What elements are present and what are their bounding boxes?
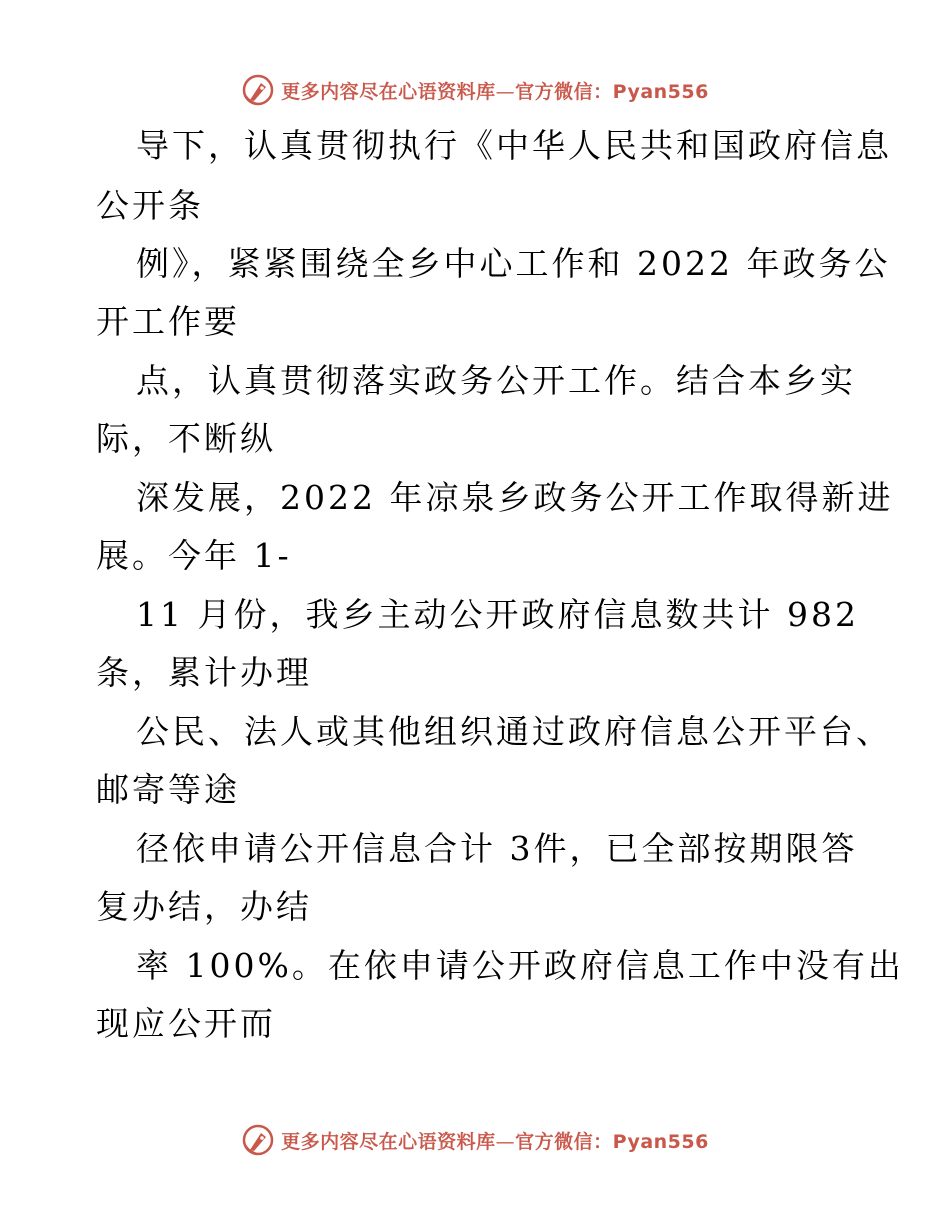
- paragraph-line: 深发展，2022 年凉泉乡政务公开工作取得新进: [136, 478, 894, 517]
- watermark-wechat: 官方微信：Pyan556: [515, 1130, 709, 1153]
- paragraph-line: 开工作要: [96, 302, 240, 341]
- footer-watermark: [0, 1120, 950, 1160]
- watermark-text: 更多内容尽在心语资料库: [281, 1130, 496, 1153]
- paragraph-line: 现应公开而: [96, 1004, 276, 1043]
- paragraph-line: 11 月份，我乡主动公开政府信息数共计 982: [136, 595, 859, 634]
- paragraph-line: 际，不断纵: [96, 419, 276, 458]
- paragraph-line: 公开条: [96, 186, 204, 225]
- watermark-text: 更多内容尽在心语资料库: [281, 80, 496, 103]
- paragraph-line: 复办结，办结: [96, 887, 312, 926]
- watermark-separator: —: [495, 80, 516, 103]
- paragraph-line: 径依申请公开信息合计 3件，已全部按期限答: [136, 829, 858, 868]
- paragraph-line: 公民、法人或其他组织通过政府信息公开平台、: [136, 712, 892, 751]
- paragraph-line: 点，认真贯彻落实政务公开工作。结合本乡实: [136, 361, 856, 400]
- paragraph-line: 条，累计办理: [96, 653, 312, 692]
- paragraph-line: 例》，紧紧围绕全乡中心工作和 2022 年政务公: [136, 244, 891, 283]
- watermark-group: [241, 1123, 709, 1157]
- watermark-wechat: 官方微信：Pyan556: [515, 80, 709, 103]
- paragraph-line: 率 100%。在依申请公开政府信息工作中没有出: [136, 946, 904, 985]
- paragraph-line: 展。今年 1-: [96, 536, 292, 575]
- pen-nib-circle-icon: [241, 73, 275, 107]
- paragraph-line: 导下，认真贯彻执行《中华人民共和国政府信息: [136, 126, 892, 165]
- pen-nib-circle-icon: [241, 1123, 275, 1157]
- paragraph-line: 邮寄等途: [96, 770, 240, 809]
- header-watermark: [0, 70, 950, 110]
- watermark-separator: —: [495, 1130, 516, 1153]
- watermark-group: [241, 73, 709, 107]
